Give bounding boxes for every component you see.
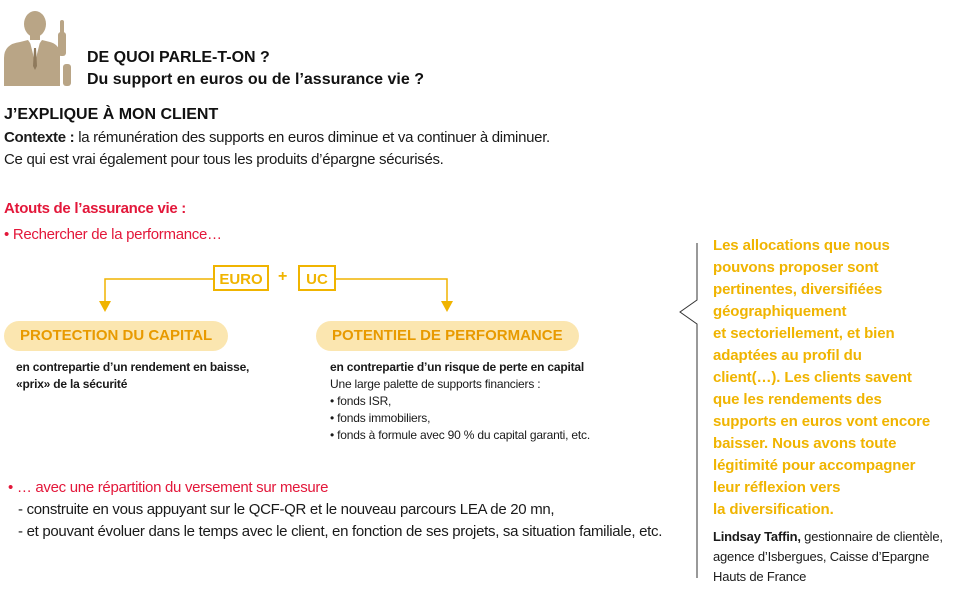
quote-line: baisser. Nous avons toute bbox=[713, 435, 897, 452]
quote-line: Les allocations que nous bbox=[713, 237, 890, 254]
context-line2: Ce qui est vrai également pour tous les produits d’épargne sécurisés. bbox=[4, 151, 444, 168]
quote-line: supports en euros vont encore bbox=[713, 413, 931, 430]
author-line1 bbox=[713, 527, 963, 547]
left-description bbox=[16, 359, 249, 393]
left-line1: en contrepartie d’un rendement en baisse, bbox=[16, 360, 250, 374]
testimonial bbox=[713, 235, 963, 587]
quote-line: et sectoriellement, et bien bbox=[713, 325, 895, 342]
plus-sign: + bbox=[278, 268, 288, 285]
quote-brace bbox=[680, 243, 697, 578]
sub-item-1: - construite en vous appuyant sur le QCF-QR et le nouveau parcours LEA de 20 mn, bbox=[18, 501, 555, 518]
header-line2: Du support en euros ou de l’assurance vie ? bbox=[87, 71, 424, 88]
bullet2-dot: • bbox=[8, 479, 13, 496]
pill-performance: POTENTIEL DE PERFORMANCE bbox=[316, 321, 579, 351]
quote-line: la diversification. bbox=[713, 501, 834, 518]
context-text: la rémunération des supports en euros diminue et va continuer à diminuer. bbox=[74, 129, 550, 146]
quote-text bbox=[713, 235, 963, 521]
right-item-3: • fonds à formule avec 90 % du capital garanti, etc. bbox=[330, 428, 590, 442]
author-line3: Hauts de France bbox=[713, 569, 807, 584]
quote-line: leur réflexion vers bbox=[713, 479, 841, 496]
author-line2: agence d’Isbergues, Caisse d’Epargne bbox=[713, 549, 930, 564]
sub-item-2: - et pouvant évoluer dans le temps avec le client, en fonction de ses projets, sa situation familiale, etc. bbox=[18, 523, 663, 540]
atouts-bullet1: • Rechercher de la performance… bbox=[4, 226, 222, 243]
arrow-down-left-icon bbox=[99, 301, 111, 312]
quote-line: client(…). Les clients savent bbox=[713, 369, 912, 386]
bullet2-text: … avec une répartition du versement sur mesure bbox=[12, 479, 329, 496]
uc-box: UC bbox=[298, 265, 336, 291]
context-label: Contexte : bbox=[4, 129, 75, 146]
connector-right bbox=[336, 279, 447, 303]
right-description bbox=[330, 359, 590, 444]
quote-line: adaptées au profil du bbox=[713, 347, 862, 364]
left-line2: «prix» de la sécurité bbox=[16, 377, 128, 391]
atouts-title: Atouts de l’assurance vie : bbox=[4, 200, 186, 217]
euro-box: EURO bbox=[213, 265, 269, 291]
right-item-2: • fonds immobiliers, bbox=[330, 411, 431, 425]
quote-line: légitimité pour accompagner bbox=[713, 457, 916, 474]
quote-author bbox=[713, 527, 963, 587]
arrow-down-right-icon bbox=[441, 301, 453, 312]
quote-line: pertinentes, diversifiées bbox=[713, 281, 883, 298]
quote-line: pouvons proposer sont bbox=[713, 259, 879, 276]
author-role: gestionnaire de clientèle, bbox=[800, 529, 943, 544]
repartition-block bbox=[8, 477, 678, 543]
pill-protection: PROTECTION DU CAPITAL bbox=[4, 321, 228, 351]
section-title: J’EXPLIQUE À MON CLIENT bbox=[4, 106, 219, 123]
right-item-1: • fonds ISR, bbox=[330, 394, 392, 408]
header-line1: DE QUOI PARLE-T-ON ? bbox=[87, 49, 270, 66]
bullet2-line bbox=[8, 477, 678, 499]
quote-line: que les rendements des bbox=[713, 391, 882, 408]
right-line1: en contrepartie d’un risque de perte en capital bbox=[330, 360, 584, 374]
right-line2: Une large palette de supports financiers : bbox=[330, 377, 541, 391]
author-name: Lindsay Taffin, bbox=[713, 529, 801, 544]
quote-line: géographiquement bbox=[713, 303, 847, 320]
connector-left bbox=[105, 279, 213, 303]
